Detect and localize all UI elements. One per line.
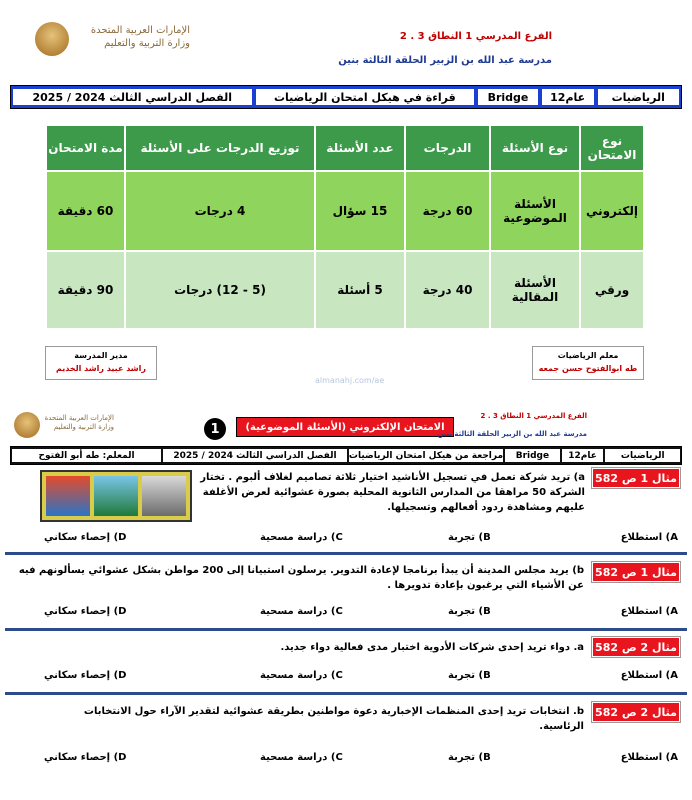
info-bar-2 (10, 446, 682, 465)
school-name-small: مدرسة عبد الله بن الزبير الحلقة الثالثة بنين (437, 430, 587, 438)
example-label: مثال 2 ص 582 (592, 702, 680, 722)
teacher-signature (532, 346, 644, 380)
divider (5, 552, 687, 555)
question-text: b) يريد مجلس المدينة أن يبدأ برنامجا لإعادة التدوير. يرسلون استبيانا إلى 200 مواطن بشكل عشوائي يسألونهم فيه عن الأشياء التي يرغبون بإعادة تدويرها . (18, 565, 584, 591)
school-name: مدرسة عبد الله بن الزبير الحلقة الثالثة بنين (338, 55, 552, 66)
col-header: نوع الأسئلة (490, 125, 580, 171)
option-b[interactable]: B) تجربة (448, 752, 491, 763)
option-a[interactable]: A) استطلاع (620, 752, 678, 763)
page-number-badge: 1 (204, 418, 226, 440)
ministry-header (75, 24, 190, 50)
table-cell: الأسئلة المقالية (490, 251, 580, 329)
col-header: عدد الأسئلة (315, 125, 405, 171)
option-c[interactable]: C) دراسة مسحية (260, 606, 343, 617)
divider (5, 628, 687, 631)
option-b[interactable]: B) تجربة (448, 532, 491, 543)
table-cell: إلكتروني (580, 171, 644, 251)
bar-title: قراءة في هيكل امتحان الرياضيات (256, 89, 475, 105)
example-label: مثال 1 ص 582 (592, 468, 680, 488)
table-cell: 60 دقيقة (46, 171, 125, 251)
teacher-title: معلم الرياضيات (557, 351, 619, 360)
col-header: مدة الامتحان (46, 125, 125, 171)
option-c[interactable]: C) دراسة مسحية (260, 670, 343, 681)
uae-emblem-icon (35, 22, 69, 56)
album-covers-image (40, 470, 192, 522)
principal-signature (45, 346, 157, 380)
album-cover-3 (142, 476, 186, 516)
table-cell: 40 درجة (405, 251, 490, 329)
bar-term: الفصل الدراسي الثالث 2024 / 2025 (13, 89, 252, 105)
branch-text: الفرع المدرسي 1 النطاق 3 . 2 (399, 31, 552, 42)
option-a[interactable]: A) استطلاع (620, 532, 678, 543)
table-cell: 60 درجة (405, 171, 490, 251)
exam-title: الامتحان الإلكتروني (الأسئلة الموضوعية) (236, 417, 454, 437)
ministry-header-small (42, 414, 114, 432)
table-cell: 90 دقيقة (46, 251, 125, 329)
example-label: مثال 1 ص 582 (592, 562, 680, 582)
option-d[interactable]: D) إحصاء سكاني (44, 752, 127, 763)
teacher-name: طه ابوالفتوح حسن جمعه (538, 364, 638, 373)
bar-grade: 12عام (542, 89, 594, 105)
table-cell: الأسئلة الموضوعية (490, 171, 580, 251)
bar2-term: الفصل الدراسي الثالث 2024 / 2025 (163, 449, 347, 462)
bar2-teacher: المعلم: طه أبو الفتوح (12, 449, 161, 462)
col-header: توزيع الدرجات على الأسئلة (125, 125, 315, 171)
ministry-line-1: الإمارات العربية المتحدة (44, 414, 114, 422)
question-text: a. دواء تريد إحدى شركات الأدوية اختبار مدى فعالية دواء جديد. (280, 642, 584, 653)
col-header: الدرجات (405, 125, 490, 171)
watermark-text: almanahj.com/ae (315, 376, 385, 385)
question-text: a) تريد شركة تعمل في تسجيل الأناشيد اختيار ثلاثة تصاميم لغلاف ألبوم . تختار الشركة 50 مراهقا من المدارس الثانوية المحلية بصورة عشوائية لعرض الأغلفة عليهم ومشاهدة ردود أفعالهم وتسجيلها. (200, 472, 585, 513)
option-b[interactable]: B) تجربة (448, 606, 491, 617)
option-a[interactable]: A) استطلاع (620, 670, 678, 681)
bar2-grade: 12عام (562, 449, 604, 462)
principal-title: مدير المدرسة (74, 351, 128, 360)
info-bar (10, 85, 682, 109)
option-b[interactable]: B) تجربة (448, 670, 491, 681)
option-d[interactable]: D) إحصاء سكاني (44, 670, 127, 681)
table-header-row (46, 125, 644, 171)
question-text: b. انتخابات تريد إحدى المنظمات الإخبارية دعوة مواطنين بطريقة عشوائية لتقدير الآراء حول الانتخابات الرئاسية. (83, 706, 584, 732)
principal-name: راشد عبيد راشد الخديم (55, 364, 147, 373)
table-row (46, 251, 644, 329)
option-a[interactable]: A) استطلاع (620, 606, 678, 617)
album-cover-1 (46, 476, 90, 516)
album-cover-2 (94, 476, 138, 516)
table-cell: ورقي (580, 251, 644, 329)
ministry-line-1: الإمارات العربية المتحدة (90, 25, 190, 36)
option-d[interactable]: D) إحصاء سكاني (44, 606, 127, 617)
table-cell: (5 - 12) درجات (125, 251, 315, 329)
table-cell: 5 أسئلة (315, 251, 405, 329)
option-d[interactable]: D) إحصاء سكاني (44, 532, 127, 543)
table-cell: 4 درجات (125, 171, 315, 251)
exam-structure-table (45, 124, 645, 330)
bar2-subject: الرياضيات (605, 449, 680, 462)
col-header: نوع الامتحان (580, 125, 644, 171)
option-c[interactable]: C) دراسة مسحية (260, 752, 343, 763)
ministry-line-2: وزارة التربية والتعليم (53, 423, 114, 431)
divider (5, 692, 687, 695)
table-row (46, 171, 644, 251)
table-cell: 15 سؤال (315, 171, 405, 251)
bar-track: Bridge (478, 89, 538, 105)
example-label: مثال 2 ص 582 (592, 637, 680, 657)
uae-emblem-icon (14, 412, 40, 438)
bar-subject: الرياضيات (598, 89, 680, 105)
branch-text-small: الفرع المدرسي 1 النطاق 3 . 2 (480, 412, 587, 420)
option-c[interactable]: C) دراسة مسحية (260, 532, 343, 543)
bar2-track: Bridge (505, 449, 560, 462)
ministry-line-2: وزارة التربية والتعليم (104, 38, 190, 49)
bar2-review: مراجعة من هيكل امتحان الرياضيات (348, 450, 504, 461)
